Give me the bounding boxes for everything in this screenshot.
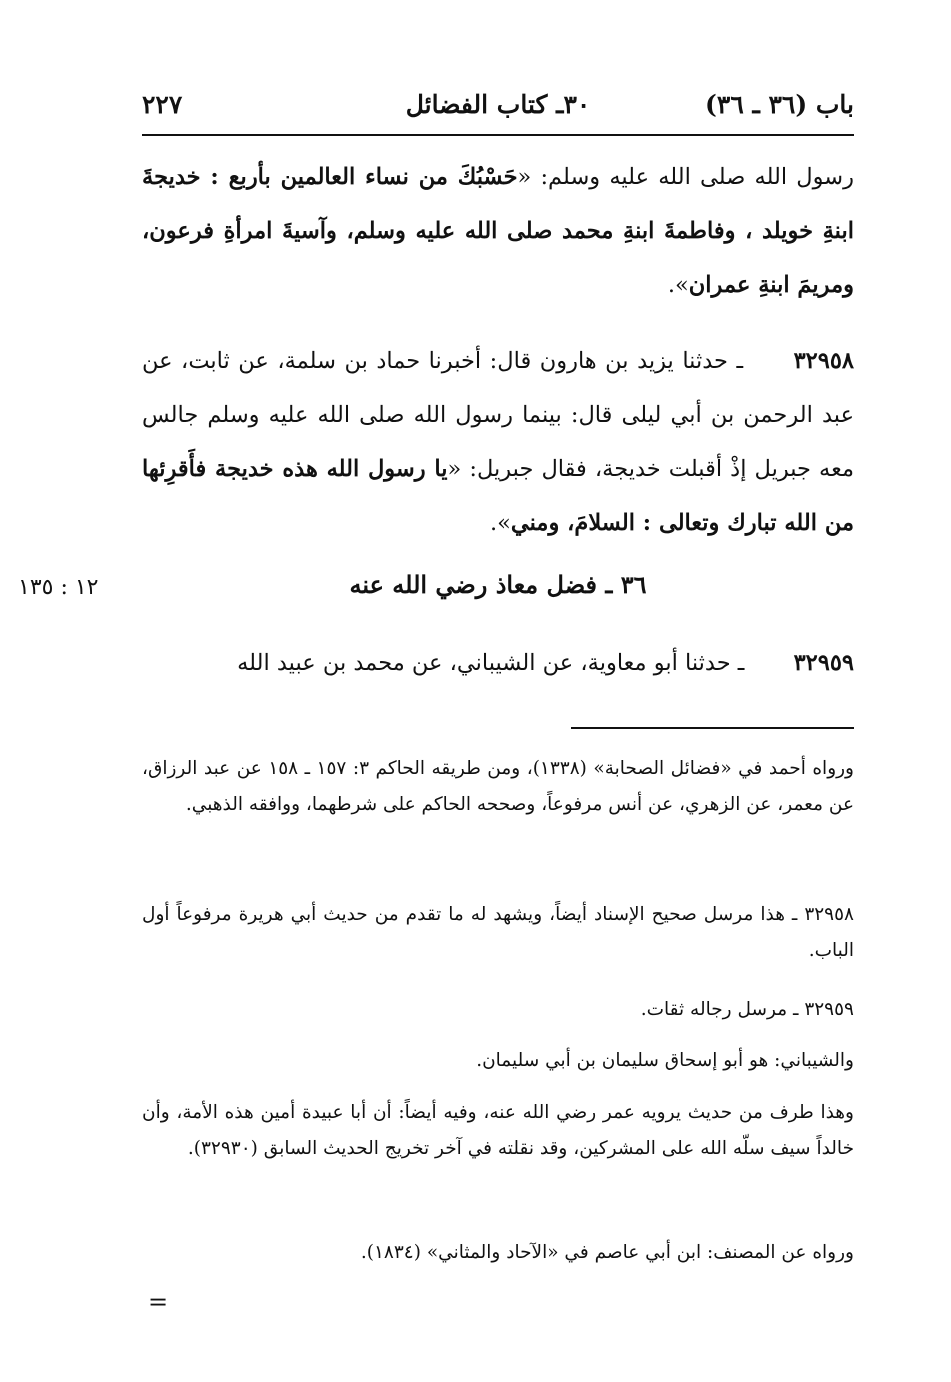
- footnote-1: ورواه أحمد في «فضائل الصحابة» (١٣٣٨)، ومن طريقه الحاكم ٣: ١٥٧ ـ ١٥٨ عن عبد الرزاق، عن معمر، عن الزهري، عن أنس مرفوعاً، وصححه الحاكم على شرطهما، ووافقه الذهبي.: [142, 758, 854, 815]
- hadith-text: ـ حدثنا أبو معاوية، عن الشيباني، عن محمد بن عبيد الله: [237, 650, 752, 676]
- hadith-quote-bold: يا رسول الله هذه خديجة فأَقرِئها من الله تبارك وتعالى : السلامَ، ومني: [142, 456, 854, 536]
- page-header: [142, 90, 854, 130]
- section-heading: ٣٦ ـ فضل معاذ رضي الله عنه: [349, 570, 647, 599]
- footnote-4: والشيباني: هو أبو إسحاق سليمان بن أبي سليمان.: [476, 1050, 854, 1071]
- chapter-range: باب (٣٦ ـ ٣٦): [705, 90, 854, 119]
- hadith-number: ٣٢٩٥٩: [793, 650, 854, 676]
- hadith-32959-paragraph: [142, 636, 854, 690]
- footnote-2: ٣٢٩٥٨ ـ هذا مرسل صحيح الإسناد أيضاً، ويشهد له ما تقدم من حديث أبي هريرة مرفوعاً أول الباب.: [142, 904, 854, 961]
- hadith-number: ٣٢٩٥٨: [793, 348, 854, 374]
- hadith-intro-end: ».: [667, 272, 689, 298]
- margin-reference: ١٢ : ١٣٥: [18, 575, 99, 600]
- header-divider: [142, 134, 854, 136]
- continuation-mark: =: [148, 1288, 169, 1316]
- footnote-separator: [571, 727, 854, 729]
- page-number: ٢٢٧: [142, 90, 183, 119]
- hadith-text: ـ حدثنا يزيد بن هارون قال: أخبرنا حماد بن سلمة، عن ثابت، عن عبد الرحمن بن أبي ليلى قال: بينما رسول الله صلى الله عليه وسلم جالس معه جبريل إذْ أقبلت خديجة، فقال جبريل: «: [142, 348, 854, 482]
- hadith-intro-plain: رسول الله صلى الله عليه وسلم: «: [517, 164, 854, 190]
- hadith-intro-paragraph: [142, 150, 854, 312]
- footnote-5: وهذا طرف من حديث يرويه عمر رضي الله عنه، وفيه أيضاً: أن أبا عبيدة أمين هذه الأمة، وأن خالداً سيف سلّه الله على المشركين، وقد نقلته في آخر تخريج الحديث السابق (٣٢٩٣٠).: [142, 1102, 854, 1159]
- book-title: ٣٠ـ كتاب الفضائل: [405, 90, 591, 119]
- footnote-6: ورواه عن المصنف: ابن أبي عاصم في «الآحاد والمثاني» (١٨٣٤).: [360, 1242, 854, 1263]
- footnote-3: ٣٢٩٥٩ ـ مرسل رجاله ثقات.: [640, 999, 854, 1020]
- hadith-32958-paragraph: [142, 334, 854, 550]
- hadith-intro-bold: حَسْبُكَ من نساء العالمين بأربع : خديجةَ ابنةِ خويلد ، وفاطمةَ ابنةِ محمد صلى الله عليه وسلم، وآسيةَ امرأةِ فرعون، ومريمَ ابنةِ عمران: [142, 164, 854, 298]
- hadith-end: ».: [489, 510, 511, 536]
